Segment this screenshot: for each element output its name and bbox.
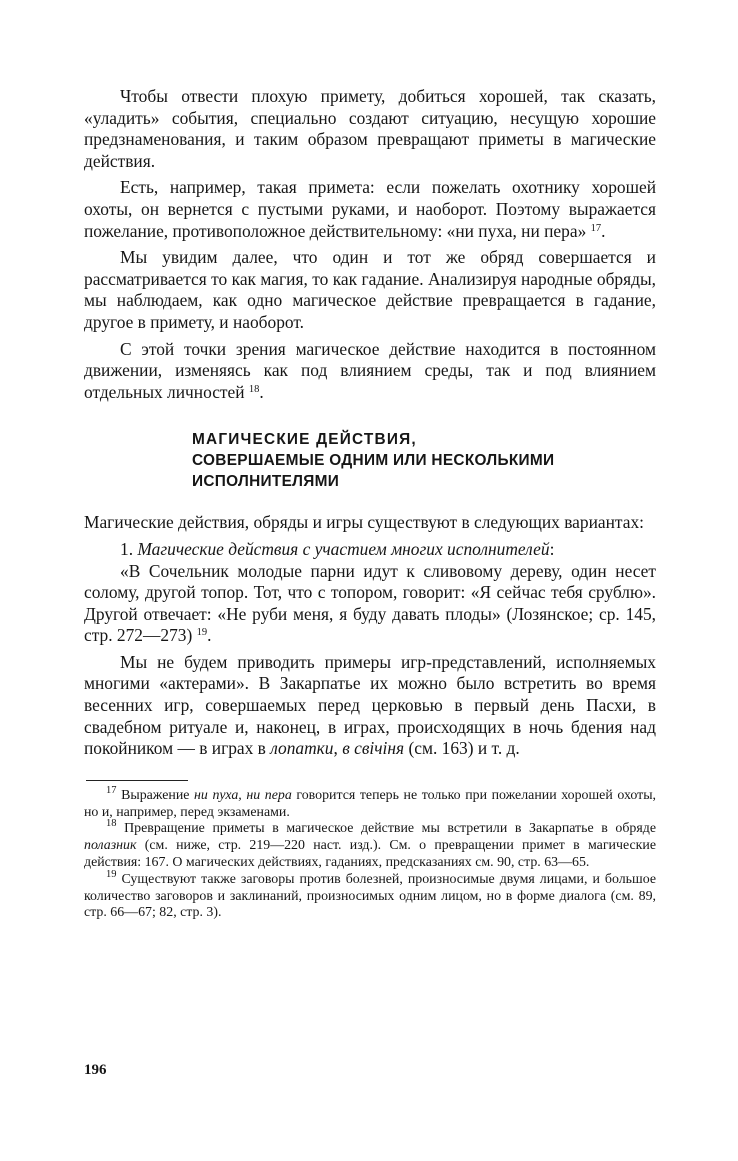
section-heading-line-1: МАГИЧЕСКИЕ ДЕЙСТВИЯ, <box>192 431 417 449</box>
footnote-17-text-a: Выражение <box>121 787 190 803</box>
page-body <box>84 86 656 922</box>
paragraph-5-term-2: в свічіня <box>342 738 405 759</box>
footnote-ref-17[interactable]: 17 <box>590 222 602 234</box>
list-item-1-title: Магические действия с участием многих исполнителей <box>137 538 550 559</box>
paragraph-5 <box>84 652 656 760</box>
footnote-19-text: Существуют также заговоры против болезней, произносимые двумя лицами, и большое количество заговоров и заклинаний, произносимых одним лицом, но в форме диалога (см. 89, стр. 66—67; 82, стр. 3). <box>84 871 656 921</box>
paragraph-2 <box>84 177 656 242</box>
paragraph-3-text: Мы увидим далее, что один и тот же обряд совершается и рассматривается то как магия, то как гадание. Анализируя народные обряды, мы наблюдаем, как одно магическое действие превращается в гадание, другое в примету, и наоборот. <box>84 247 656 332</box>
footnote-18-number: 18 <box>106 818 117 830</box>
paragraph-1 <box>84 86 656 172</box>
footnote-17-term: ни пуха, ни пера <box>194 787 292 803</box>
footnote-19 <box>84 868 656 922</box>
paragraph-5-text-b: , <box>333 738 338 759</box>
quote-end: . <box>207 625 212 646</box>
paragraph-2-end: . <box>601 220 606 241</box>
footnote-18-text-b: (см. ниже, стр. 219—220 наст. изд.). См. о превращении примет в магические действия: 167. О магических действиях, гаданиях, предсказаниях см. 90, стр. 63—65. <box>84 838 656 871</box>
paragraph-1-text: Чтобы отвести плохую примету, добиться хорошей, так сказать, «уладить» события, специально создают ситуацию, несущую хорошие предзнаменования, и таким образом превращают приметы в магические действия. <box>84 86 656 171</box>
section-heading <box>192 429 656 492</box>
quote-paragraph <box>84 561 656 647</box>
footnotes <box>84 784 656 922</box>
paragraph-5-term-1: лопатки <box>270 738 334 759</box>
paragraph-2-text: Есть, например, такая примета: если пожелать охотнику хорошей охоты, он вернется с пустыми руками, и наоборот. Поэтому выражается пожелание, противоположное действительному: «ни пуха, ни пера» <box>84 177 656 241</box>
paragraph-4 <box>84 339 656 404</box>
paragraph-3 <box>84 247 656 333</box>
paragraph-5-text-a: Мы не будем приводить примеры игр-представлений, исполняемых многими «актерами». В Закарпатье их можно было встретить во время весенних игр, совершаемых перед церковью в первый день Пасхи, в свадебном ритуале и, наконец, в играх, происходящих в ночь бдения над покойником — в играх в <box>84 651 656 759</box>
section-intro <box>84 512 656 534</box>
footnote-19-number: 19 <box>106 868 117 880</box>
quote-text: «В Сочельник молодые парни идут к сливовому дереву, один несет солому, другой топор. Тот, что с топором, говорит: «Я сейчас тебя срублю». Другой отвечает: «Не руби меня, я буду давать плоды» (Лозянское; ср. 145, стр. 272—273) <box>84 560 656 646</box>
section-heading-line-3: ИСПОЛНИТЕЛЯМИ <box>192 473 340 491</box>
footnote-divider <box>86 780 188 781</box>
footnote-18 <box>84 818 656 871</box>
list-item-1 <box>84 539 656 561</box>
footnote-ref-19[interactable]: 19 <box>196 627 208 639</box>
footnote-18-term: полазник <box>84 838 137 854</box>
list-item-1-colon: : <box>549 538 555 559</box>
list-item-1-number: 1. <box>120 538 134 559</box>
paragraph-5-text-c: (см. 163) и т. д. <box>408 738 520 759</box>
footnote-17-number: 17 <box>106 784 117 796</box>
footnote-18-text-a: Превращение приметы в магическое действие мы встретили в Закарпатье в обряде <box>124 821 656 837</box>
footnote-17 <box>84 784 656 822</box>
paragraph-4-text: С этой точки зрения магическое действие находится в постоянном движении, изменяясь как под влиянием среды, так и под влиянием отдельных личностей <box>84 338 656 402</box>
section-intro-text: Магические действия, обряды и игры существуют в следующих вариантах: <box>84 512 644 533</box>
paragraph-4-end: . <box>259 381 264 402</box>
section-heading-line-2: СОВЕРШАЕМЫЕ ОДНИМ ИЛИ НЕСКОЛЬКИМИ <box>192 452 555 470</box>
footnote-17-text-b: говорится теперь не только при пожелании хорошей охоты, но и, например, перед экзаменами. <box>84 787 656 820</box>
page-number: 196 <box>84 1062 107 1078</box>
footnote-ref-18[interactable]: 18 <box>248 383 260 395</box>
